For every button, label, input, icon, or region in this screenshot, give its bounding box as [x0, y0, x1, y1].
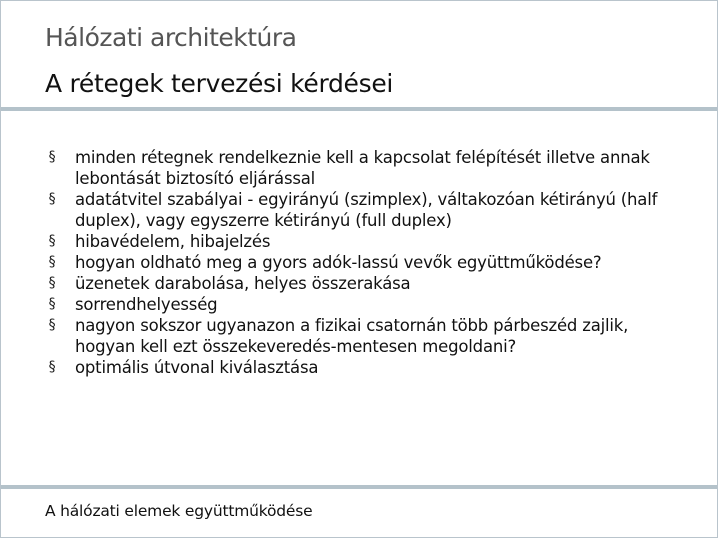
bullet-item: § minden rétegnek rendelkeznie kell a kapcsolat felépítését illetve annak lebontását biztosító eljárással [45, 147, 685, 189]
section-sign-bullet-icon: § [48, 233, 56, 249]
course-title: Hálózati architektúra [45, 23, 297, 52]
section-sign-bullet-icon: § [48, 191, 56, 207]
bullet-list [45, 147, 685, 378]
section-sign-bullet-icon: § [48, 359, 56, 375]
bullet-item: § hogyan oldható meg a gyors adók-lassú vevők együttműködése? [45, 252, 685, 273]
section-sign-bullet-icon: § [48, 317, 56, 333]
slide-footer: A hálózati elemek együttműködése [45, 502, 313, 520]
bullet-item: § nagyon sokszor ugyanazon a fizikai csatornán több párbeszéd zajlik, hogyan kell ezt összekeveredés-mentesen megoldani? [45, 315, 685, 357]
slide-title: A rétegek tervezési kérdései [45, 69, 394, 98]
bullet-item: § üzenetek darabolása, helyes összerakása [45, 273, 685, 294]
section-sign-bullet-icon: § [48, 149, 56, 165]
bullet-item: § hibavédelem, hibajelzés [45, 231, 685, 252]
section-sign-bullet-icon: § [48, 254, 56, 270]
bullet-item: § sorrendhelyesség [45, 294, 685, 315]
bullet-item: § optimális útvonal kiválasztása [45, 357, 685, 378]
top-divider [1, 107, 718, 111]
bullet-item: § adatátvitel szabályai - egyirányú (szimplex), váltakozóan kétirányú (half duplex), vagy egyszerre kétirányú (full duplex) [45, 189, 685, 231]
bottom-divider [1, 485, 718, 489]
section-sign-bullet-icon: § [48, 275, 56, 291]
section-sign-bullet-icon: § [48, 296, 56, 312]
